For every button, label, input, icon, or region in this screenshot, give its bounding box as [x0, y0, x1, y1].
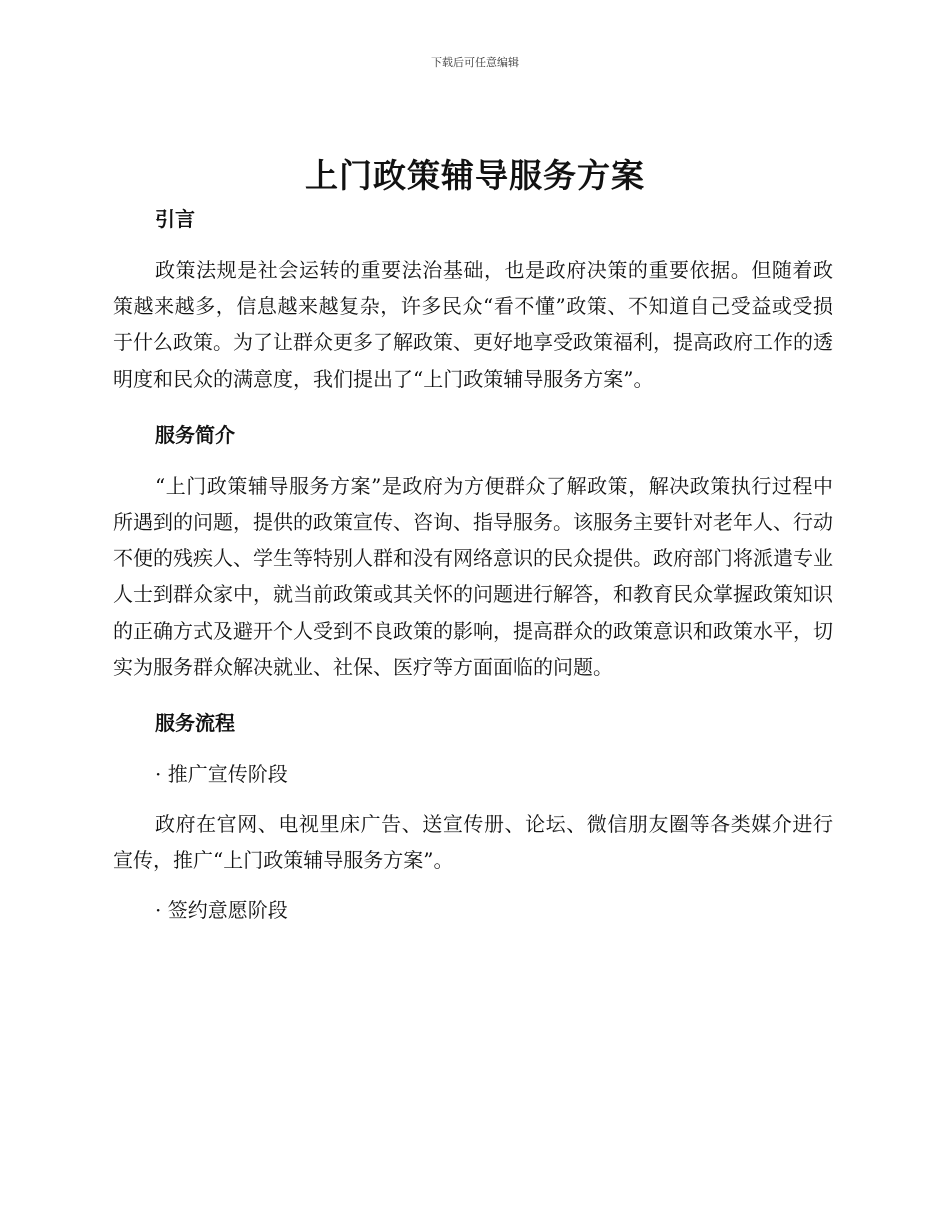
- document-body: [113, 200, 833, 928]
- header-note: 下载后可任意编辑: [431, 56, 519, 69]
- section-heading-service-intro: 服务简介: [155, 422, 235, 447]
- process-step-label: · 签约意愿阶段: [155, 898, 288, 923]
- section-heading-intro: 引言: [155, 207, 195, 231]
- section-paragraph-service-intro: “上门政策辅导服务方案”是政府为方便群众了解政策，解决政策执行过程中所遇到的问题，提供的政策宣传、咨询、指导服务。该服务主要针对老年人、行动不便的残疾人、学生等特别人群和没有网络意识的民众提供。政府部门将派遣专业人士到群众家中，就当前政策或其关怀的问题进行解答，和教育民众掌握政策知识的正确方式及避开个人受到不良政策的影响，提高群众的政策意识和政策水平，切实为服务群众解决就业、社保、医疗等方面面临的问题。: [113, 473, 833, 679]
- process-step-label: · 推广宣传阶段: [155, 762, 288, 787]
- process-step-paragraph: 政府在官网、电视里床广告、送宣传册、论坛、微信朋友圈等各类媒介进行宣传，推广“上门政策辅导服务方案”。: [113, 812, 833, 873]
- section-paragraph-intro: 政策法规是社会运转的重要法治基础，也是政府决策的重要依据。但随着政策越来越多，信息越来越复杂，许多民众“看不懂”政策、不知道自己受益或受损于什么政策。为了让群众更多了解政策、更好地享受政策福利，提高政府工作的透明度和民众的满意度，我们提出了“上门政策辅导服务方案”。: [113, 258, 833, 391]
- document-title: 上门政策辅导服务方案: [305, 156, 645, 195]
- section-heading-process: 服务流程: [155, 711, 235, 736]
